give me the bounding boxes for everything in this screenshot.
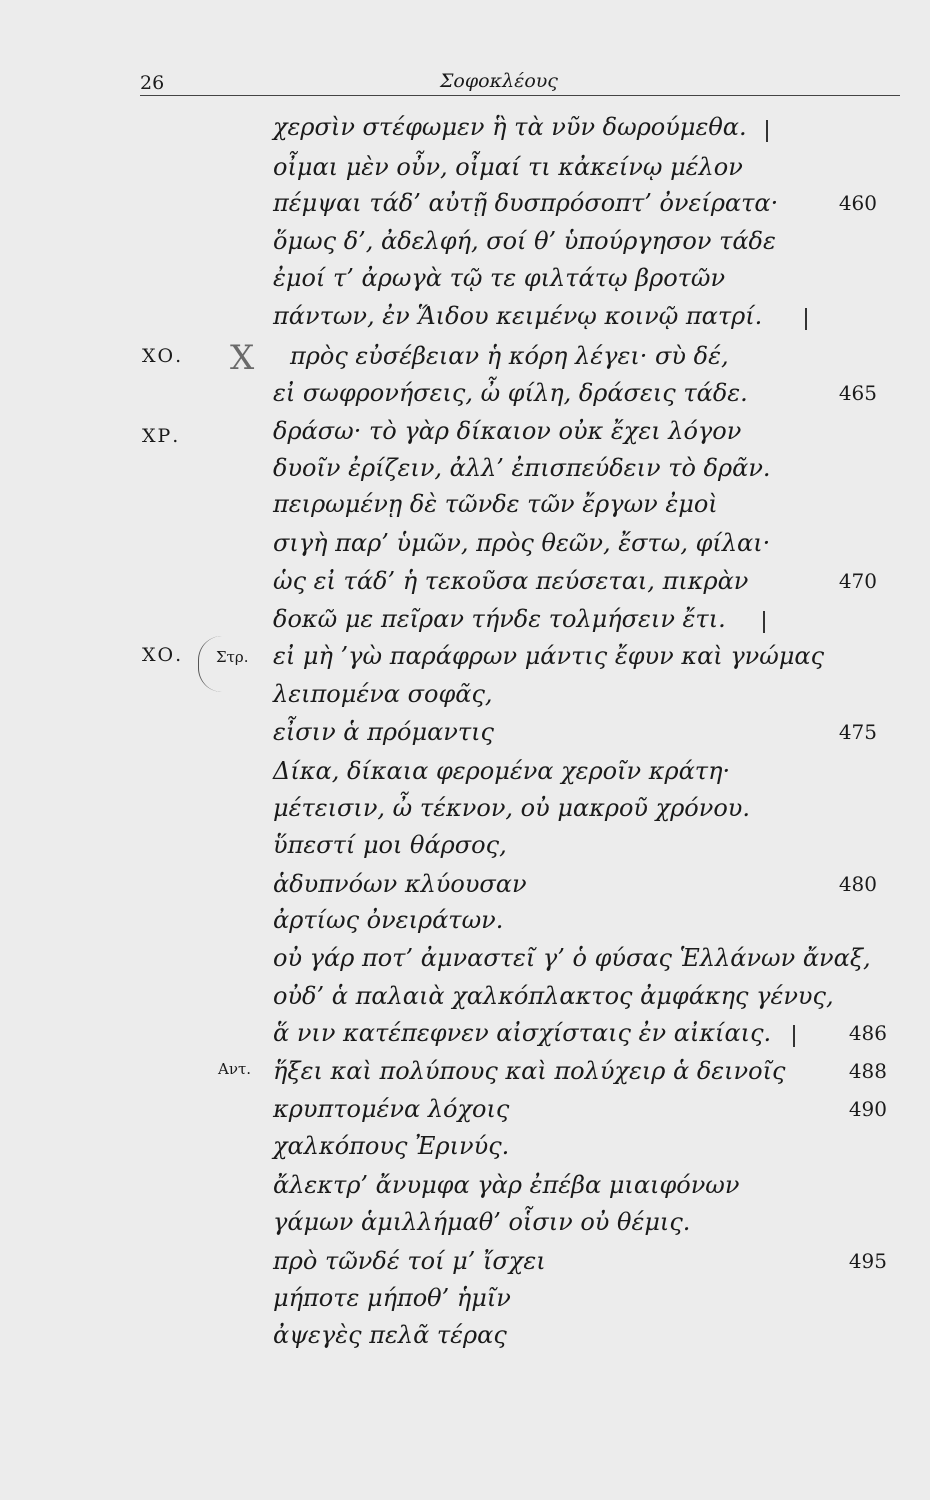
verse-line: ἥξει καὶ πολύπους καὶ πολύχειρ ἁ δεινοῖς	[273, 1057, 786, 1085]
line-number: 465	[838, 381, 877, 405]
section-bar	[763, 611, 765, 633]
verse-line: ἀψεγὲς πελᾶ τέρας	[273, 1321, 507, 1349]
line-number: 475	[838, 720, 877, 744]
section-bar	[766, 120, 768, 142]
verse-line: χαλκόπους Ἐρινύς.	[273, 1132, 510, 1160]
header-rule	[140, 95, 900, 96]
verse-line: δράσω· τὸ γὰρ δίκαιον οὐκ ἔχει λόγον	[273, 417, 742, 445]
verse-line: εἶσιν ἁ πρόμαντις	[273, 718, 494, 746]
page-number: 26	[140, 72, 165, 94]
verse-line: κρυπτομένα λόχοις	[273, 1095, 510, 1123]
verse-line: λειπομένα σοφᾶς,	[273, 680, 493, 708]
verse-line: πάντων, ἐν Ἅιδου κειμένῳ κοινῷ πατρί.	[273, 302, 763, 330]
verse-line: ἄλεκτρ’ ἄνυμφα γὰρ ἐπέβα μιαιφόνων	[273, 1171, 740, 1199]
speaker-chorus-2: ΧΟ.	[142, 644, 184, 666]
verse-line: χερσὶν στέφωμεν ἣ τὰ νῦν δωρούμεθα.	[273, 113, 747, 141]
verse-line: Δίκα, δίκαια φερομένα χεροῖν κράτη·	[273, 757, 731, 785]
line-number: 488	[848, 1059, 887, 1083]
line-number: 490	[848, 1097, 887, 1121]
section-bar	[793, 1025, 795, 1047]
verse-line: ἀρτίως ὀνειράτων.	[273, 906, 504, 934]
verse-line: μήποτε μήποθ’ ἡμῖν	[273, 1284, 511, 1312]
verse-line: δοκῶ με πεῖραν τήνδε τολμήσειν ἔτι.	[273, 605, 726, 633]
section-bar	[805, 308, 807, 330]
verse-line: ἁδυπνόων κλύουσαν	[273, 870, 527, 898]
speaker-chorus: ΧΟ.	[142, 345, 184, 367]
pencil-mark: X	[230, 338, 255, 378]
verse-line: πειρωμένῃ δὲ τῶνδε τῶν ἔργων ἐμοὶ	[273, 490, 718, 518]
verse-line: ὕπεστί μοι θάρσος,	[273, 831, 507, 859]
verse-line: πρὸς εὐσέβειαν ἡ κόρη λέγει· σὺ δέ,	[290, 342, 729, 370]
line-number: 460	[838, 191, 877, 215]
verse-line: οὐ γάρ ποτ’ ἀμναστεῖ γ’ ὁ φύσας Ἑλλάνων ἄναξ,	[273, 944, 871, 972]
verse-line: οἶμαι μὲν οὖν, οἶμαί τι κἀκείνῳ μέλον	[273, 153, 743, 181]
verse-line: οὐδ’ ἁ παλαιὰ χαλκόπλακτος ἀμφάκης γένυς,	[273, 982, 834, 1010]
verse-line: γάμων ἁμιλλήμαθ’ οἷσιν οὐ θέμις.	[273, 1208, 691, 1236]
verse-line: εἰ μὴ ’γὼ παράφρων μάντις ἔφυν καὶ γνώμας	[273, 642, 825, 670]
verse-line: ὡς εἰ τάδ’ ἡ τεκοῦσα πεύσεται, πικρὰν	[273, 567, 749, 595]
line-number: 470	[838, 569, 877, 593]
antistrophe-marker: Αντ.	[218, 1060, 252, 1078]
running-title: Σοφοκλέους	[440, 70, 558, 92]
strophe-marker: Στρ.	[216, 648, 249, 666]
verse-line: ὅμως δ’, ἀδελφή, σοί θ’ ὑπούργησον τάδε	[273, 227, 776, 255]
verse-line: πέμψαι τάδ’ αὐτῇ δυσπρόσοπτ’ ὀνείρατα·	[273, 189, 779, 217]
line-number: 480	[838, 872, 877, 896]
verse-line: εἰ σωφρονήσεις, ὦ φίλη, δράσεις τάδε.	[273, 379, 748, 407]
line-number: 486	[848, 1021, 887, 1045]
verse-line: πρὸ τῶνδέ τοί μ’ ἴσχει	[273, 1247, 546, 1275]
verse-line: μέτεισιν, ὦ τέκνον, οὐ μακροῦ χρόνου.	[273, 794, 751, 822]
verse-line: δυοῖν ἐρίζειν, ἀλλ’ ἐπισπεύδειν τὸ δρᾶν.	[273, 454, 771, 482]
speaker-chrysothemis: ΧΡ.	[142, 425, 181, 447]
line-number: 495	[848, 1249, 887, 1273]
verse-line: σιγὴ παρ’ ὑμῶν, πρὸς θεῶν, ἔστω, φίλαι·	[273, 529, 771, 557]
verse-line: ἐμοί τ’ ἀρωγὰ τῷ τε φιλτάτῳ βροτῶν	[273, 264, 726, 292]
verse-line: ἅ νιν κατέπεφνεν αἰσχίσταις ἐν αἰκίαις.	[273, 1019, 772, 1047]
